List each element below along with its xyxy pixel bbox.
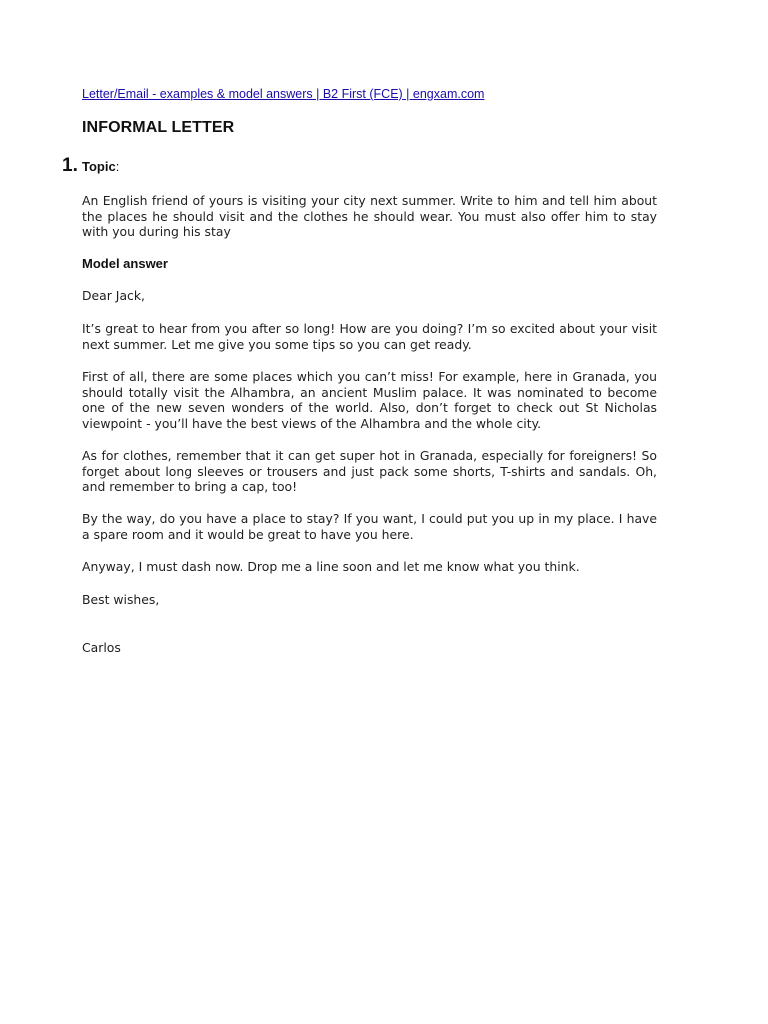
source-link[interactable]: Letter/Email - examples & model answers | B2 First (FCE) | engxam.com [82,87,485,101]
topic-label-text: Topic [82,159,116,174]
topic-text: An English friend of yours is visiting your city next summer. Write to him and tell him about the places he should visit and the clothes he should wear. You must also offer him to stay with you during his stay [82,193,657,239]
letter-paragraph-2: First of all, there are some places which you can’t miss! For example, here in Granada, you should totally visit the Alhambra, an ancient Muslim palace. It was nominated to become one of the new seven wonders of the world. Also, don’t forget to check out St Nicholas viewpoint - you’ll have the best views of the Alhambra and the whole city. [82,369,657,431]
list-number: 1. [62,155,78,176]
letter-signature: Carlos [82,640,121,655]
letter-closing: Best wishes, [82,592,160,607]
letter-paragraph-3: As for clothes, remember that it can get super hot in Granada, especially for foreigners! So forget about long sleeves or trousers and just pack some shorts, T-shirts and sandals. Oh, and remember to bring a cap, too! [82,448,657,494]
topic-label [82,159,119,174]
letter-paragraph-4: By the way, do you have a place to stay? If you want, I could put you up in my place. I have a spare room and it would be great to have you here. [82,511,657,542]
model-answer-label: Model answer [82,256,168,271]
document-heading: INFORMAL LETTER [82,119,235,136]
topic-label-colon: : [115,159,120,174]
letter-greeting: Dear Jack, [82,288,145,303]
letter-paragraph-5: Anyway, I must dash now. Drop me a line soon and let me know what you think. [82,559,580,574]
letter-paragraph-1: It’s great to hear from you after so long! How are you doing? I’m so excited about your visit next summer. Let me give you some tips so you can get ready. [82,321,657,352]
